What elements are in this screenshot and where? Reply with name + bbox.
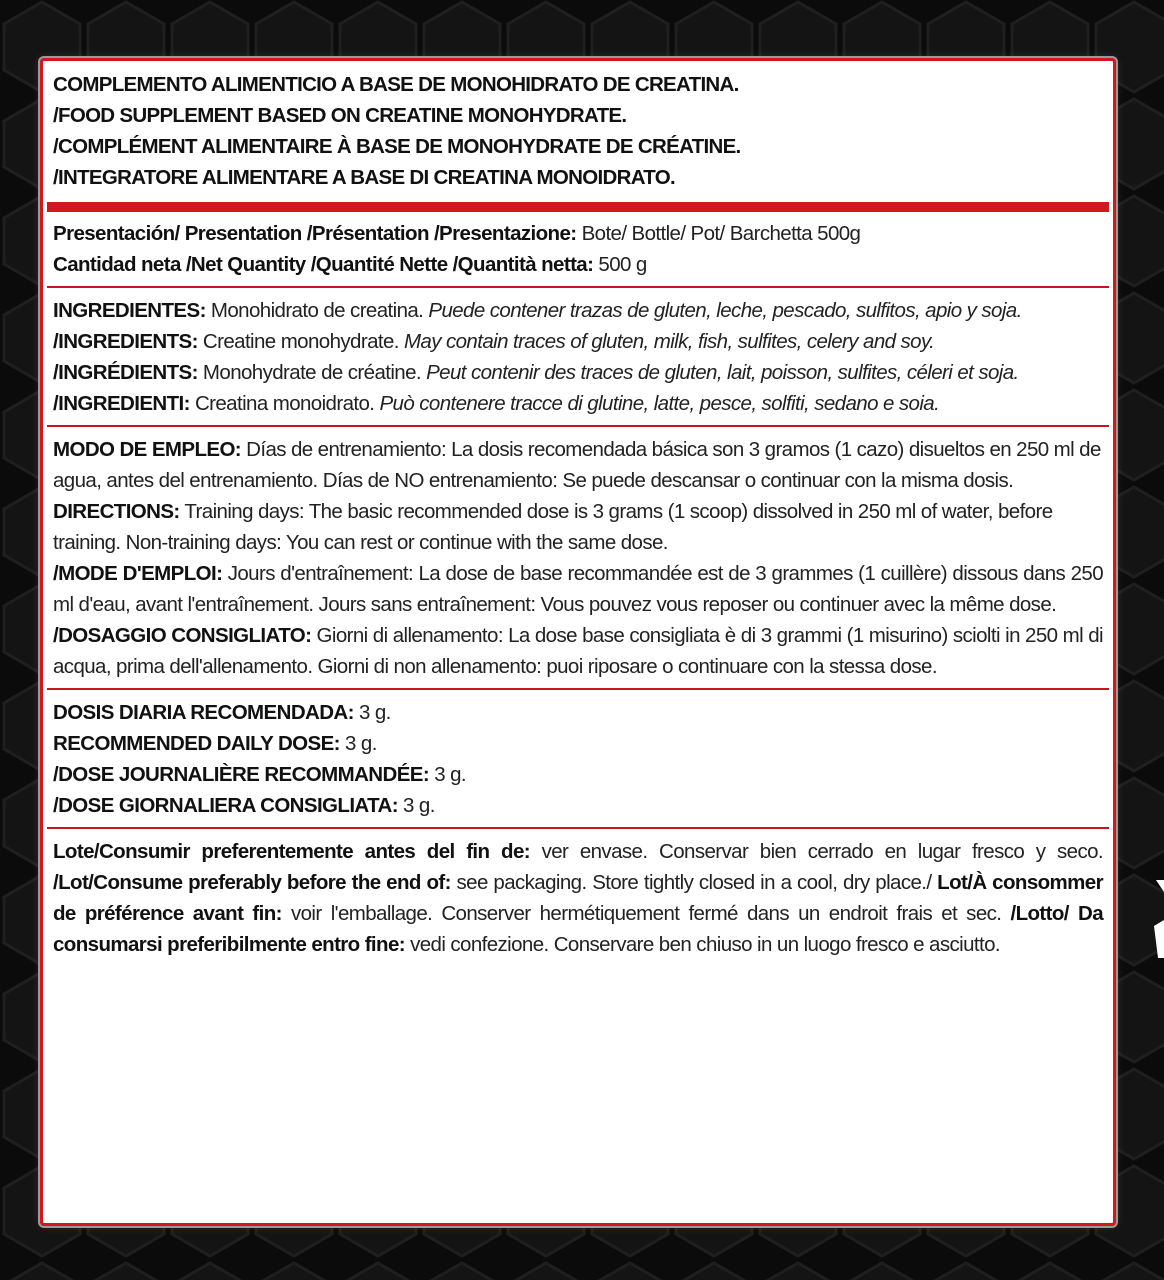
daily-dose-label: /DOSE JOURNALIÈRE RECOMMANDÉE: (53, 763, 430, 786)
ingredients-es (53, 295, 1103, 326)
partial-logo-edge (1150, 880, 1164, 960)
directions-en (53, 496, 1103, 558)
directions-label: /DOSAGGIO CONSIGLIATO: (53, 624, 312, 647)
net-quantity-line (53, 249, 1103, 280)
daily-dose-it (53, 790, 1103, 821)
title-line: /FOOD SUPPLEMENT BASED ON CREATINE MONOHYDRATE. (53, 104, 627, 127)
daily-dose-en (53, 728, 1103, 759)
red-divider (47, 286, 1109, 288)
ingredients-fr (53, 357, 1103, 388)
presentation-label: Presentación/ Presentation /Présentation /Presentazione: (53, 222, 577, 245)
directions-label: DIRECTIONS: (53, 500, 180, 523)
net-quantity-label: Cantidad neta /Net Quantity /Quantité Nette /Quantità netta: (53, 253, 594, 276)
storage-paragraph (53, 836, 1103, 960)
directions-fr (53, 558, 1103, 620)
product-label-panel (40, 58, 1116, 1226)
red-divider (47, 425, 1109, 427)
directions-label: /MODE D'EMPLOI: (53, 562, 223, 585)
directions-it (53, 620, 1103, 682)
daily-dose-es (53, 697, 1103, 728)
ingredients-label: /INGREDIENTI: (53, 392, 190, 415)
allergen-warning: Puede contener trazas de gluten, leche, pescado, sulfitos, apio y soja. (428, 299, 1022, 322)
storage-text: voir l'emballage. Conserver hermétiquement fermé dans un endroit frais et sec. (281, 902, 1011, 925)
ingredients-it (53, 388, 1103, 419)
storage-text: see packaging. Store tightly closed in a cool, dry place./ (450, 871, 938, 894)
directions-section (53, 434, 1103, 682)
directions-text: Giorni di allenamento: La dose base consigliata è di 3 grammi (1 misurino) sciolti in 250 ml di acqua, prima dell'allenamento. Giorni di non allenamento: puoi riposare o continuare con la stessa dose. (53, 624, 1104, 678)
daily-dose-value: 3 g. (339, 732, 377, 755)
storage-label: Lot/À consommer de préférence avant fin: (53, 871, 1103, 925)
red-divider (47, 688, 1109, 690)
daily-dose-value: 3 g. (353, 701, 391, 724)
directions-text: Días de entrenamiento: La dosis recomendada básica son 3 gramos (1 cazo) disueltos en 250 ml de agua, antes del entrenamiento. Días de NO entrenamiento: Se puede descansar o continuar con la misma dosis. (53, 438, 1101, 492)
red-divider-thick (47, 202, 1109, 212)
allergen-warning: May contain traces of gluten, milk, fish, sulfites, celery and soy. (403, 330, 935, 353)
ingredients-text: Creatina monoidrato. (189, 392, 380, 415)
ingredients-label: INGREDIENTES: (53, 299, 206, 322)
daily-dose-label: RECOMMENDED DAILY DOSE: (53, 732, 340, 755)
directions-text: Jours d'entraînement: La dose de base recommandée est de 3 grammes (1 cuillère) dissous dans 250 ml d'eau, avant l'entraînement. Jours sans entraînement: Vous pouvez vous reposer ou continuer avec la même dose. (53, 562, 1104, 616)
directions-label: MODO DE EMPLEO: (53, 438, 242, 461)
storage-label: /Lotto/ Da consumarsi preferibilmente entro fine: (53, 902, 1103, 956)
title-section (53, 69, 1103, 193)
storage-text: vedi confezione. Conservare ben chiuso in un luogo fresco e asciutto. (404, 933, 1001, 956)
presentation-value: Bote/ Bottle/ Pot/ Barchetta 500g (576, 222, 861, 245)
ingredients-text: Creatine monohydrate. (197, 330, 404, 353)
red-divider (47, 827, 1109, 829)
ingredients-section (53, 295, 1103, 419)
title-line: COMPLEMENTO ALIMENTICIO A BASE DE MONOHIDRATO DE CREATINA. (53, 73, 739, 96)
daily-dose-label: /DOSE GIORNALIERA CONSIGLIATA: (53, 794, 398, 817)
ingredients-label: /INGREDIENTS: (53, 330, 198, 353)
storage-text: ver envase. Conservar bien cerrado en lugar fresco y seco. (529, 840, 1104, 863)
allergen-warning: Può contenere tracce di glutine, latte, pesce, solfiti, sedano e soia. (379, 392, 940, 415)
allergen-warning: Peut contenir des traces de gluten, lait, poisson, sulfites, céleri et soja. (426, 361, 1019, 384)
title-line: /COMPLÉMENT ALIMENTAIRE À BASE DE MONOHYDRATE DE CRÉATINE. (53, 135, 741, 158)
presentation-section (53, 218, 1103, 280)
ingredients-text: Monohydrate de créatine. (197, 361, 427, 384)
directions-text: Training days: The basic recommended dose is 3 grams (1 scoop) dissolved in 250 ml of water, before training. Non-training days: You can rest or continue with the same dose. (53, 500, 1053, 554)
daily-dose-label: DOSIS DIARIA RECOMENDADA: (53, 701, 354, 724)
net-quantity-value: 500 g (593, 253, 647, 276)
daily-dose-fr (53, 759, 1103, 790)
storage-label: /Lot/Consume preferably before the end of: (53, 871, 451, 894)
daily-dose-value: 3 g. (397, 794, 435, 817)
presentation-line (53, 218, 1103, 249)
ingredients-text: Monohidrato de creatina. (205, 299, 429, 322)
title-line: /INTEGRATORE ALIMENTARE A BASE DI CREATINA MONOIDRATO. (53, 166, 675, 189)
ingredients-label: /INGRÉDIENTS: (53, 361, 198, 384)
storage-label: Lote/Consumir preferentemente antes del fin de: (53, 840, 530, 863)
daily-dose-section (53, 697, 1103, 821)
directions-es (53, 434, 1103, 496)
storage-section (53, 836, 1103, 960)
ingredients-en (53, 326, 1103, 357)
daily-dose-value: 3 g. (429, 763, 466, 786)
